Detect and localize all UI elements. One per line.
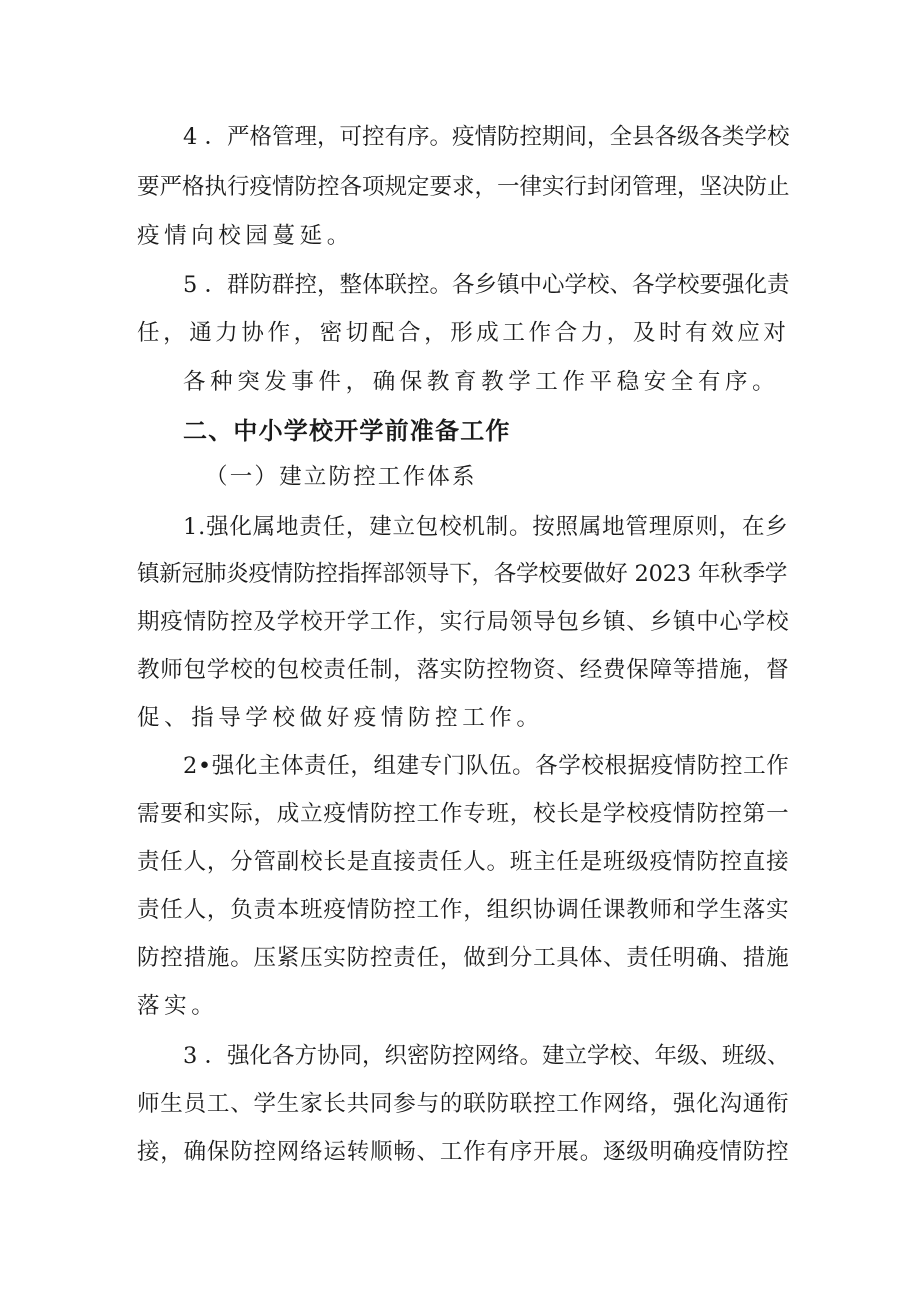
text-line: 责任人，负责本班疫情防控工作，组织协调任课教师和学生落实 <box>137 897 790 923</box>
text-line: 各种突发事件，确保教育教学工作平稳安全有序。 <box>183 369 780 395</box>
text-line: 接，确保防控网络运转顺畅、工作有序开展。逐级明确疫情防控 <box>137 1139 790 1165</box>
text-line: 需要和实际，成立疫情防控工作专班，校长是学校疫情防控第一 <box>137 801 790 827</box>
text-line: 防控措施。压紧压实防控责任，做到分工具体、责任明确、措施 <box>137 945 790 971</box>
text-line: 任，通力协作，密切配合，形成工作合力，及时有效应对 <box>137 320 790 346</box>
section-heading: 二、中小学校开学前准备工作 <box>183 417 511 445</box>
text-line: 落实。 <box>137 993 219 1019</box>
text-line: 4 ．严格管理，可控有序。疫情防控期间，全县各级各类学校 <box>183 124 790 150</box>
text-line: 镇新冠肺炎疫情防控指挥部领导下，各学校要做好 2023 年秋季学 <box>137 561 788 587</box>
text-line: 疫情向校园蔓延。 <box>137 223 354 249</box>
text-line: 师生员工、学生家长共同参与的联防联控工作网络，强化沟通衔 <box>137 1091 790 1117</box>
text-line: 责任人，分管副校长是直接责任人。班主任是班级疫情防控直接 <box>137 849 790 875</box>
text-line: 3 ．强化各方协同，织密防控网络。建立学校、年级、班级、 <box>183 1043 790 1069</box>
text-line: 促、指导学校做好疫情防控工作。 <box>137 705 544 731</box>
text-line: 要严格执行疫情防控各项规定要求，一律实行封闭管理，坚决防止 <box>137 174 790 200</box>
text-line: 1.强化属地责任，建立包校机制。按照属地管理原则，在乡 <box>183 514 789 540</box>
text-line: 教师包学校的包校责任制，落实防控物资、经费保障等措施，督 <box>137 657 790 683</box>
text-line: 期疫情防控及学校开学工作，实行局领导包乡镇、乡镇中心学校 <box>137 609 790 635</box>
text-line: 2•强化主体责任，组建专门队伍。各学校根据疫情防控工作 <box>183 753 790 779</box>
subsection-heading: （一）建立防控工作体系 <box>205 464 477 490</box>
text-line: 5 ．群防群控，整体联控。各乡镇中心学校、各学校要强化责 <box>183 272 790 298</box>
